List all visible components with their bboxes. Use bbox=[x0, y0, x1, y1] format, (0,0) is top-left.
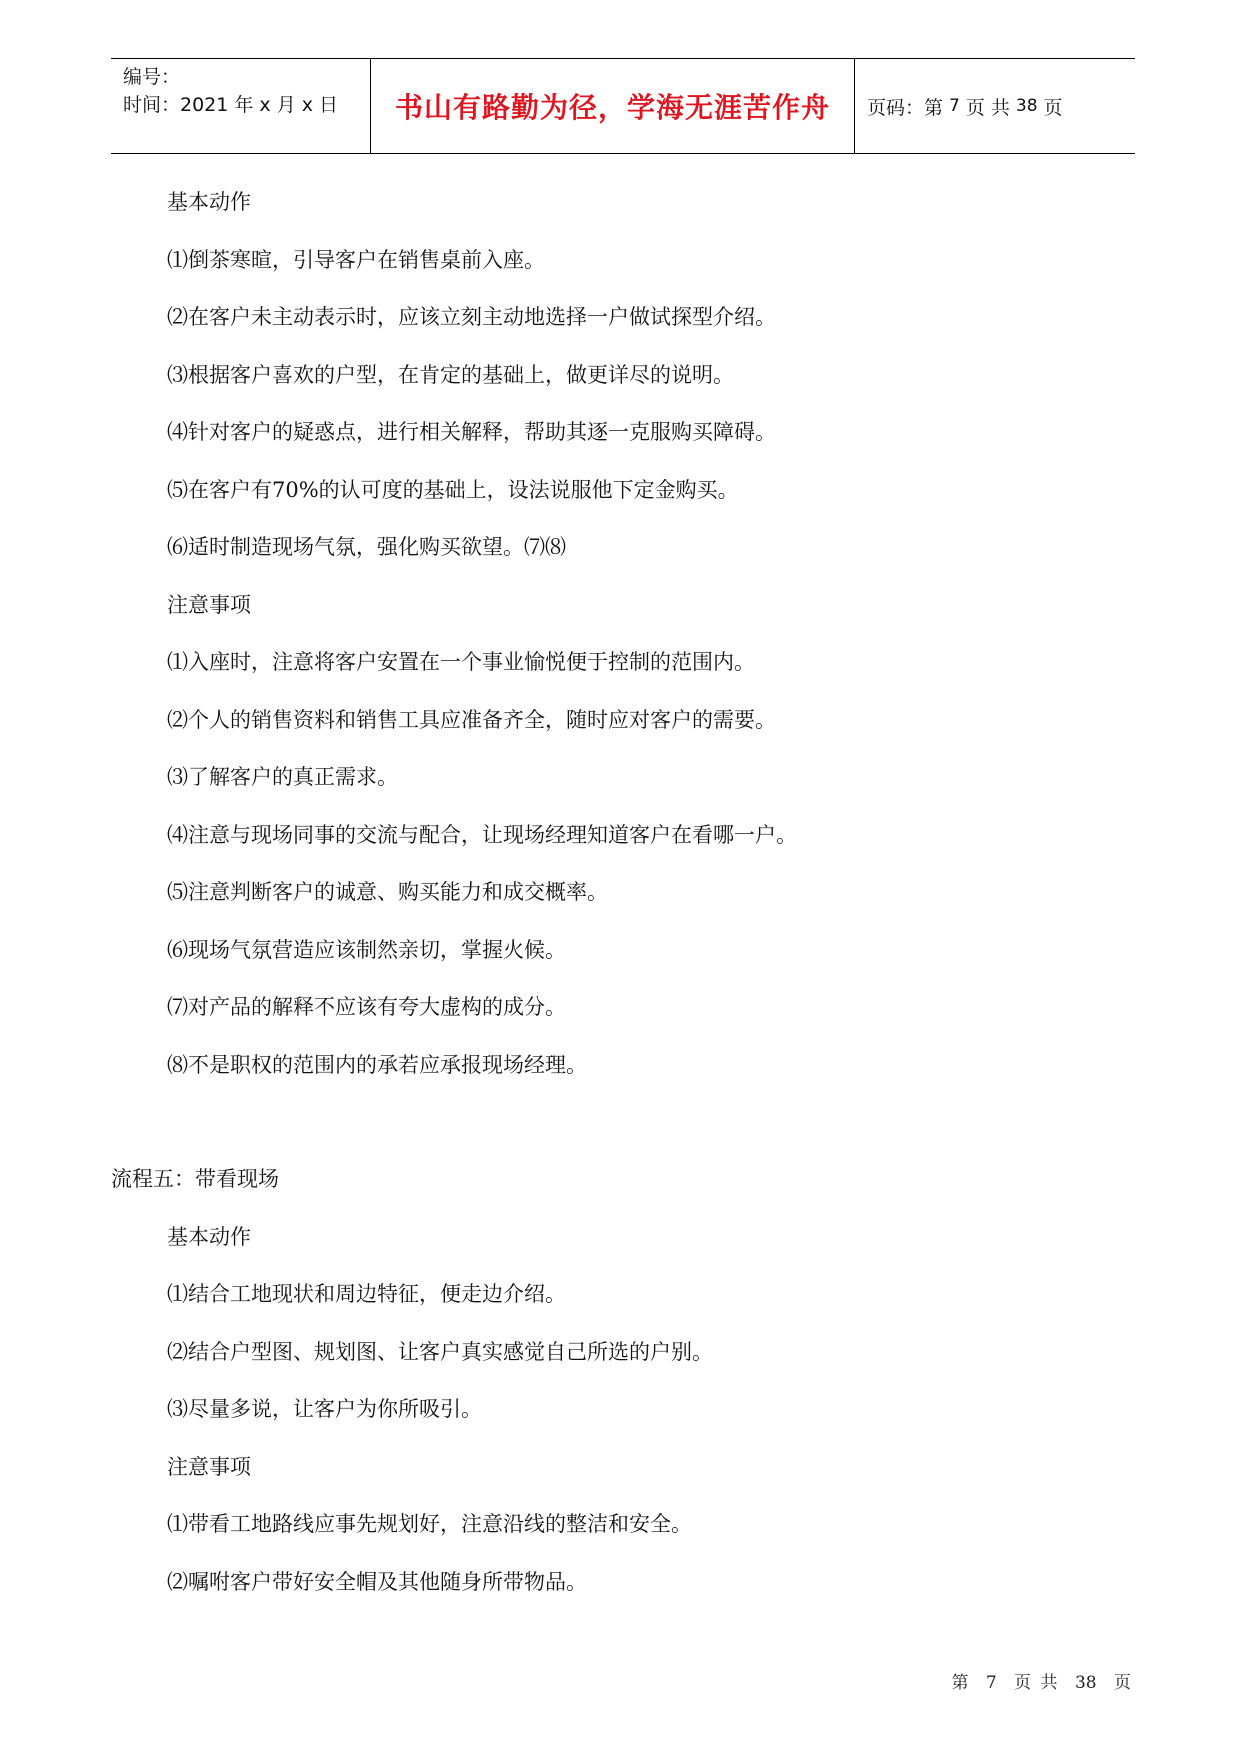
list-item: ⑹现场气氛营造应该制然亲切，掌握火候。 bbox=[167, 937, 566, 962]
list-item: ⑷针对客户的疑惑点，进行相关解释，帮助其逐一克服购买障碍。 bbox=[167, 420, 776, 444]
list-item: ⑸注意判断客户的诚意、购买能力和成交概率。 bbox=[167, 880, 608, 904]
footer-total-pages: 38 bbox=[1074, 1673, 1097, 1693]
section-heading: 基本动作 bbox=[167, 1224, 251, 1249]
header-motto: 书山有路勤为径，学海无涯苦作舟 bbox=[371, 59, 855, 153]
list-item: ⑹适时制造现场气氛，强化购买欲望。⑺⑻ bbox=[167, 535, 566, 559]
footer-suffix: 页 bbox=[1114, 1673, 1131, 1693]
list-item: ⑴入座时，注意将客户安置在一个事业愉悦便于控制的范围内。 bbox=[167, 650, 755, 674]
list-item: ⑵结合户型图、规划图、让客户真实感觉自己所选的户别。 bbox=[167, 1339, 713, 1364]
header-meta bbox=[111, 59, 371, 153]
footer-prefix: 第 bbox=[951, 1673, 969, 1693]
list-item: ⑶尽量多说，让客户为你所吸引。 bbox=[167, 1397, 482, 1421]
header-page-mid: 页 共 bbox=[965, 96, 1010, 119]
list-item: ⑷注意与现场同事的交流与配合，让现场经理知道客户在看哪一户。 bbox=[167, 822, 797, 847]
header-page-indicator bbox=[855, 59, 1135, 153]
footer-mid: 页 共 bbox=[1014, 1673, 1058, 1693]
page-footer bbox=[948, 1668, 1136, 1693]
process-title: 流程五：带看现场 bbox=[111, 1167, 279, 1191]
section-heading: 注意事项 bbox=[167, 592, 251, 617]
page-header bbox=[111, 58, 1135, 154]
header-page-total: 38 bbox=[1015, 96, 1038, 116]
document-date: 时间：2021 年 x 月 x 日 bbox=[123, 94, 339, 116]
list-item: ⑸在客户有70%的认可度的基础上，设法说服他下定金购买。 bbox=[167, 477, 739, 502]
header-page-prefix: 页码：第 bbox=[867, 96, 944, 119]
list-item: ⑵嘱咐客户带好安全帽及其他随身所带物品。 bbox=[167, 1569, 587, 1594]
footer-current-page: 7 bbox=[985, 1673, 997, 1693]
section-heading: 注意事项 bbox=[167, 1454, 251, 1479]
list-item: ⑺对产品的解释不应该有夸大虚构的成分。 bbox=[167, 995, 566, 1019]
header-page-current: 7 bbox=[949, 96, 960, 116]
list-item: ⑶了解客户的真正需求。 bbox=[167, 765, 398, 789]
section-heading: 基本动作 bbox=[167, 190, 251, 214]
list-item: ⑵在客户未主动表示时，应该立刻主动地选择一户做试探型介绍。 bbox=[167, 305, 776, 329]
list-item: ⑵个人的销售资料和销售工具应准备齐全，随时应对客户的需要。 bbox=[167, 707, 776, 732]
list-item: ⑻不是职权的范围内的承若应承报现场经理。 bbox=[167, 1052, 587, 1077]
document-body bbox=[111, 186, 1135, 1623]
list-item: ⑴倒茶寒暄，引导客户在销售桌前入座。 bbox=[167, 247, 545, 272]
list-item: ⑶根据客户喜欢的户型，在肯定的基础上，做更详尽的说明。 bbox=[167, 362, 734, 387]
header-page-suffix: 页 bbox=[1043, 96, 1063, 119]
list-item: ⑴结合工地现状和周边特征，便走边介绍。 bbox=[167, 1282, 566, 1306]
paragraph-gap bbox=[111, 1106, 1135, 1163]
document-number-label: 编号： bbox=[123, 66, 181, 88]
list-item: ⑴带看工地路线应事先规划好，注意沿线的整洁和安全。 bbox=[167, 1512, 692, 1536]
